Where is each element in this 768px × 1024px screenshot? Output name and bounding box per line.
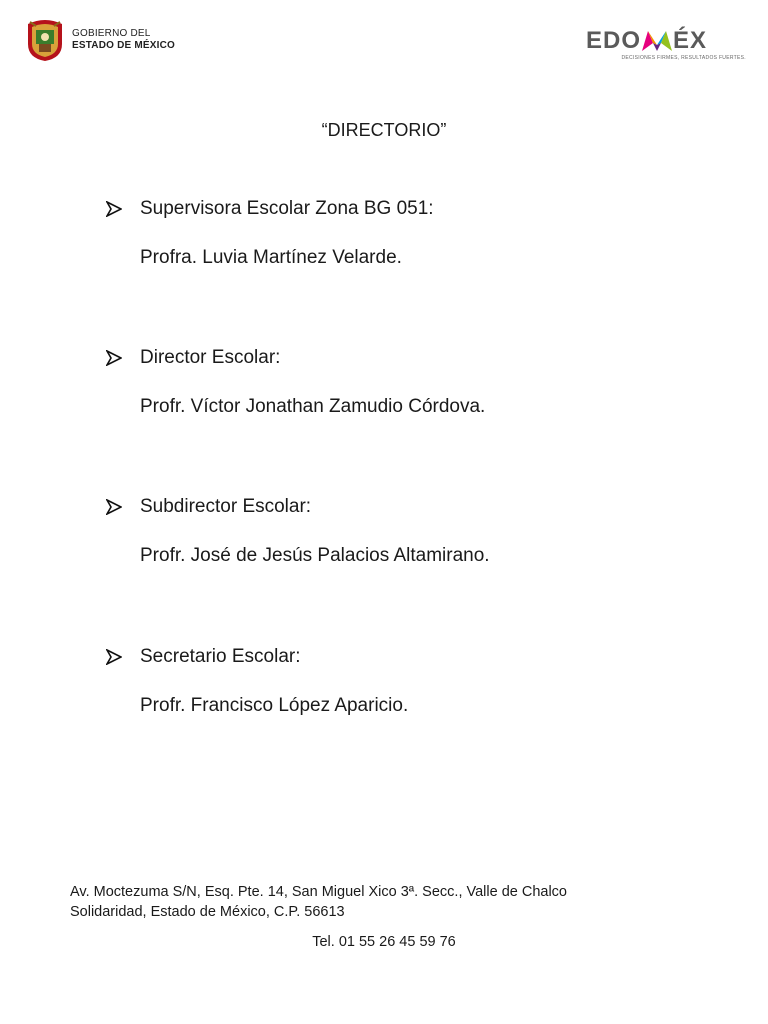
address-line2: Solidaridad, Estado de México, C.P. 56613: [70, 904, 345, 920]
directory-entry-subdirector: [106, 494, 726, 569]
footer-address: [70, 882, 710, 922]
page-title: “DIRECTORIO”: [321, 120, 447, 140]
edomex-word-start: EDO: [586, 27, 642, 54]
entry-person: Profr. Víctor Jonathan Zamudio Córdova.: [140, 396, 486, 417]
gov-line2: ESTADO DE MÉXICO: [72, 40, 176, 51]
directory-entry-supervisora: [106, 196, 726, 271]
footer-phone: Tel. 01 55 26 45 59 76: [312, 934, 456, 950]
address-line1: Av. Moctezuma S/N, Esq. Pte. 14, San Miguel Xico 3ª. Secc., Valle de Chalco: [70, 884, 567, 900]
entry-role: Subdirector Escolar:: [140, 496, 312, 517]
arrow-bullet-icon: [106, 499, 122, 515]
directory-entry-director: [106, 345, 726, 420]
edomex-tagline: DECISIONES FIRMES, RESULTADOS FUERTES.: [621, 55, 746, 61]
arrow-bullet-icon: [106, 201, 122, 217]
entry-role: Supervisora Escolar Zona BG 051:: [140, 198, 434, 219]
entry-role: Secretario Escolar:: [140, 646, 301, 667]
arrow-bullet-icon: [106, 649, 122, 665]
estado-seal-icon: [24, 18, 66, 62]
entry-person: Profr. José de Jesús Palacios Altamirano.: [140, 545, 490, 566]
directory-entry-secretario: [106, 644, 726, 719]
entry-person: Profra. Luvia Martínez Velarde.: [140, 247, 402, 268]
gov-line1: GOBIERNO DEL: [72, 28, 151, 39]
arrow-bullet-icon: [106, 350, 122, 366]
entry-person: Profr. Francisco López Aparicio.: [140, 695, 409, 716]
gobierno-logo: [24, 18, 175, 62]
page-header: [0, 0, 768, 80]
edomex-logo: [586, 28, 748, 62]
edomex-word-end: ÉX: [673, 27, 708, 54]
edomex-m-icon: [642, 31, 672, 51]
entry-role: Director Escolar:: [140, 347, 281, 368]
